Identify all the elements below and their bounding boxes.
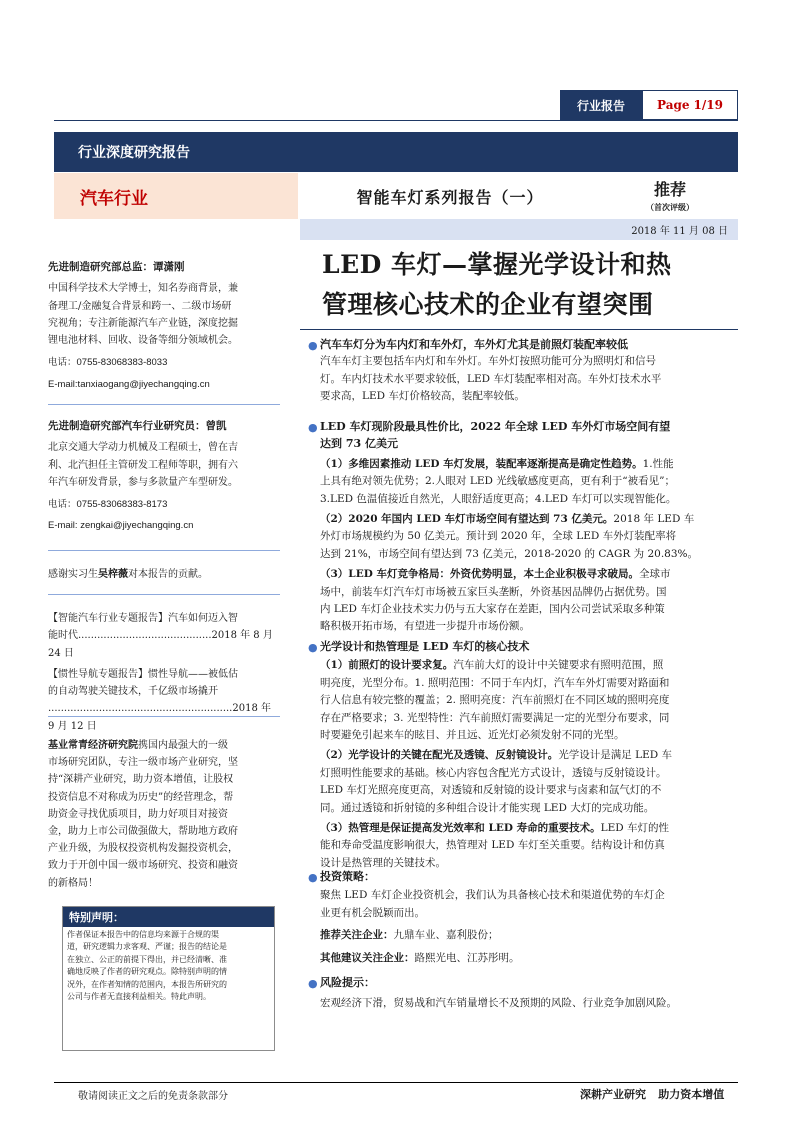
related-report-line: 的自动驾驶关键技术，千亿级市场撬开 [48, 686, 218, 698]
bullet-icon: ● [308, 641, 318, 654]
paragraph-lead: （1）多维因素推动 LED 车灯发展，装配率逐渐提高是确定性趋势。 [320, 457, 643, 470]
company-line: 的新格局！ [48, 877, 98, 889]
paragraph-line: 时要避免引起来车的眩目、并且远、近光灯必须发射不同的光型。 [320, 729, 625, 742]
section-tab: 行业报告 [560, 90, 642, 120]
rating: 推荐 [653, 180, 686, 199]
disclaimer-line: 作者保证本报告中的信息均来源于合规的渠 [67, 930, 219, 939]
paragraph-line: 外灯市场规模约为 50 亿美元。预计到 2020 年，全球 LED 车外灯装配率将 [320, 530, 677, 543]
company-line: 投资信息不对称成为历史”的经营理念，帮 [48, 791, 234, 803]
paragraph-lead: （2）光学设计的关键在配光及透镜、反射镜设计。 [320, 749, 559, 762]
analyst-block [48, 418, 280, 535]
paragraph-lead: （1）前照灯的设计要求复。 [320, 659, 454, 672]
divider [48, 716, 280, 717]
disclaimer-box [62, 906, 275, 1051]
company-line: 助资金寻找优质项目，助力好项目对接资 [48, 808, 228, 820]
paragraph-line: 3.LED 色温值接近自然光，人眼舒适度更高；4.LED 车灯可以实现智能化。 [320, 492, 677, 505]
paragraph-line [306, 657, 738, 674]
paragraph-line: 上具有绝对领先优势；2.人眼对 LED 光线敏感度更高，更有利于“被看见”； [320, 475, 675, 488]
risk-text: 宏观经济下滑，贸易战和汽车销量增长不及预期的风险、行业竞争加剧风险。 [320, 997, 677, 1010]
rating-note: （首次评级） [646, 202, 694, 212]
analyst-block [48, 259, 280, 393]
paragraph-text: 光学设计是满足 LED 车 [558, 749, 673, 762]
paragraph-line [306, 566, 738, 583]
paragraph-line: 同。通过透镜和折射镜的多种组合设计才能实现 LED 大灯的完成功能。 [320, 801, 655, 814]
section-heading-text: LED 车灯现阶段最具性价比，2022 年全球 LED 车外灯市场空间有望 [320, 420, 671, 433]
paragraph-line: 达到 21%，市场空间有望达到 73 亿美元，2018-2020 的 CAGR 为 20.83%。 [320, 547, 698, 560]
analyst-phone: 电话：0755-83068383-8173 [48, 499, 168, 511]
section-heading: 达到 73 亿美元 [320, 437, 398, 451]
main-title-line: LED 车灯—掌握光学设计和热 [322, 250, 672, 279]
paragraph-lead: （3）热管理是保证提高发光效率和 LED 寿命的重要技术。 [320, 822, 601, 835]
company-line: 持“深耕产业研究，助力资本增值，让股权 [48, 774, 234, 786]
disclaimer-title: 特别声明： [63, 907, 274, 927]
paragraph-line: 场中，前装车灯汽车灯市场被五家巨头垄断，外资基因品牌仍占据优势。国 [320, 585, 667, 598]
paragraph-line: 聚焦 LED 车灯企业投资机会，我们认为具备核心技术和渠道优势的车灯企 [320, 889, 665, 902]
page-label: Page [657, 98, 690, 112]
intern-name: 吴梓薇 [98, 569, 128, 580]
analyst-heading: 先进制造研究部总监：谭潇刚 [48, 261, 185, 273]
company-name: 基业常青经济研究院 [48, 740, 138, 751]
paragraph-line [306, 747, 738, 764]
industry-label: 汽车行业 [54, 173, 298, 219]
section-risk [306, 974, 738, 1013]
paragraph-lead: （3）LED 车灯竞争格局：外资优势明显，本土企业积极寻求破局。 [320, 568, 639, 581]
section-summary [306, 336, 738, 406]
section-technology [306, 638, 738, 872]
title-divider [300, 329, 738, 330]
paragraph-line: LED 车灯光照亮度更高，对透镜和反射镜的设计要求与卤素和氙气灯的不 [320, 784, 662, 797]
top-divider [54, 120, 738, 121]
bullet-icon: ● [308, 871, 318, 884]
report-date: 2018 年 11 月 08 日 [300, 219, 738, 240]
section-heading-text: 投资策略： [320, 870, 375, 883]
section-heading [306, 418, 738, 435]
paragraph-line [306, 511, 738, 528]
divider [48, 404, 280, 405]
section-line: 要求高，LED 车灯价格较高，装配率较低。 [320, 390, 525, 403]
section-heading-text: 风险提示： [320, 976, 375, 989]
disclaimer-line: 确地反映了作者的研究观点。除特别声明的情 [67, 967, 227, 977]
analyst-bio-line: 利、北汽担任主管研发工程师等职，拥有六 [48, 459, 238, 471]
paragraph-line: 行人信息有较完整的覆盖；2. 照明亮度：汽车前照灯在不同区域的照明亮度 [320, 694, 670, 707]
disclaimer-line: 在独立、公正的前提下得出，并已经清晰、准 [67, 954, 227, 964]
acknowledgement [48, 566, 280, 583]
section-line: 灯。车内灯技术水平要求较低，LED 车灯装配率相对高。车外灯技术水平 [320, 372, 662, 385]
bullet-icon: ● [308, 339, 318, 352]
paragraph-text: LED 车灯的性 [600, 822, 670, 835]
disclaimer-line: 况外，在作者知情的范围内，本报告所研究的 [67, 979, 227, 989]
footer-divider [54, 1082, 738, 1083]
paragraph-line [306, 456, 738, 473]
company-line: 产业升级，为股权投资机构发掘投资机会， [48, 843, 238, 855]
recommended-label: 推荐关注企业： [320, 929, 394, 942]
paragraph-text: 2018 年 LED 车 [613, 513, 695, 526]
paragraph-line: 略积极开拓市场，有望进一步提升市场份额。 [320, 620, 530, 633]
analyst-heading: 先进制造研究部汽车行业研究员：曾凯 [48, 420, 227, 432]
analyst-bio-line: 年汽车研发背景，参与多款量产车型研发。 [48, 476, 238, 488]
analyst-bio-line: 中国科学技术大学博士，知名券商背景，兼 [48, 283, 238, 295]
other-label: 其他建议关注企业： [320, 951, 415, 964]
bullet-icon: ● [308, 421, 318, 434]
divider [48, 594, 280, 595]
rating-box [602, 173, 738, 219]
paragraph-line: 能和寿命受温度影响很大，热管理对 LED 车灯至关重要。结构设计和仿真 [320, 839, 665, 852]
disclaimer-text [63, 927, 274, 1005]
paragraph-lead: （2）2020 年国内 LED 车灯市场空间有望达到 73 亿美元。 [320, 513, 614, 526]
analyst-bio-line: 备理工/金融复合背景和跨一、二级市场研 [48, 300, 232, 312]
company-line: 金，助力上市公司做强做大，帮助地方政府 [48, 826, 238, 838]
thanks-suffix: 对本报告的贡献。 [128, 569, 208, 580]
analyst-email[interactable]: E-mail: zengkai@jiyechangqing.cn [48, 520, 194, 532]
footer-slogan: 深耕产业研究 助力资本增值 [580, 1089, 725, 1101]
section-heading-text: 光学设计和热管理是 LED 车灯的核心技术 [320, 640, 530, 653]
related-report-link[interactable]: 【惯性导航专题报告】惯性导航——被低估 [48, 668, 238, 680]
analyst-phone: 电话：0755-83068383-8033 [48, 357, 168, 369]
paragraph-line: 业更有机会脱颖而出。 [320, 906, 425, 919]
section-heading [306, 868, 738, 885]
company-line: 携国内最强大的一级 [138, 740, 228, 751]
related-report-link[interactable]: 【智能汽车行业专题报告】汽车如何迈入智 [48, 613, 238, 624]
main-title [322, 246, 742, 324]
paragraph-text: 全球市 [638, 568, 671, 581]
paragraph-text: 汽车前大灯的设计中关键要求有照明范围，照 [453, 659, 664, 672]
analyst-bio-line: 究视角；专注新能源汽车产业链，深度挖掘 [48, 317, 238, 329]
recommended-companies [306, 927, 738, 944]
other-companies [306, 950, 738, 967]
related-report-date: 能时代..........................................2018 年 8 月 24 日 [48, 630, 273, 659]
company-line: 市场研究团队，专注一级市场产业研究，坚 [48, 757, 238, 769]
paragraph-line: 明亮度，光型分布。1. 照明范围：不同于车内灯，汽车车外灯需要对路面和 [320, 676, 670, 689]
analyst-email[interactable]: E-mail:tanxiaogang@jiyechangqing.cn [48, 378, 210, 390]
section-strategy [306, 868, 738, 967]
series-title: 智能车灯系列报告（一） [356, 187, 544, 207]
paragraph-line: 灯照明性能要求的基础。核心内容包含配光方式设计，透镜与反射镜设计。 [320, 766, 667, 779]
analyst-bio-line: 锂电池材料、回收、设备等细分领域机会。 [48, 335, 238, 347]
related-report-date: ..........................................................2018 年 9 月 12 日 [48, 703, 271, 732]
main-title-line: 管理核心技术的企业有望突围 [322, 290, 654, 319]
section-heading [306, 638, 738, 655]
footer-disclaimer-note: 敬请阅读正文之后的免责条款部分 [78, 1091, 228, 1102]
section-market [306, 418, 738, 636]
section-line: 汽车车灯主要包括车内灯和车外灯。车外灯按照功能可分为照明灯和信号 [320, 355, 656, 368]
paragraph-line: 存在严格要求；3. 光型特性：汽车前照灯需要满足一定的光型分布要求，同 [320, 711, 670, 724]
recommended-value: 九鼎车业、嘉利股份； [393, 929, 499, 942]
disclaimer-line: 公司与作者无直接利益相关。特此声明。 [67, 992, 211, 1002]
disclaimer-line: 道，研究逻辑力求客观、严谨；报告的结论是 [67, 942, 227, 952]
section-heading-text: 汽车车灯分为车内灯和车外灯，车外灯尤其是前照灯装配率较低 [320, 338, 628, 351]
company-line: 致力于开创中国一级市场研究、投资和融资 [48, 860, 238, 872]
report-type-banner: 行业深度研究报告 [54, 132, 738, 172]
paragraph-line: 设计是热管理的关键技术。 [320, 856, 446, 869]
paragraph-text: 1.性能 [642, 457, 674, 470]
page-indicator [642, 90, 738, 120]
thanks-prefix: 感谢实习生 [48, 569, 98, 580]
section-heading [306, 974, 738, 991]
section-heading [306, 336, 738, 353]
divider [48, 550, 280, 551]
other-value: 路熙光电、江苏彤明。 [414, 951, 520, 964]
analyst-bio-line: 北京交通大学动力机械及工程硕士，曾在吉 [48, 442, 238, 454]
paragraph-line [306, 820, 738, 837]
paragraph-line: 内 LED 车灯企业技术实力仍与五大家存在差距，国内公司尝试采取多种策 [320, 603, 665, 616]
bullet-icon: ● [308, 977, 318, 990]
company-intro [48, 737, 280, 892]
page-number: 1/19 [693, 98, 723, 112]
